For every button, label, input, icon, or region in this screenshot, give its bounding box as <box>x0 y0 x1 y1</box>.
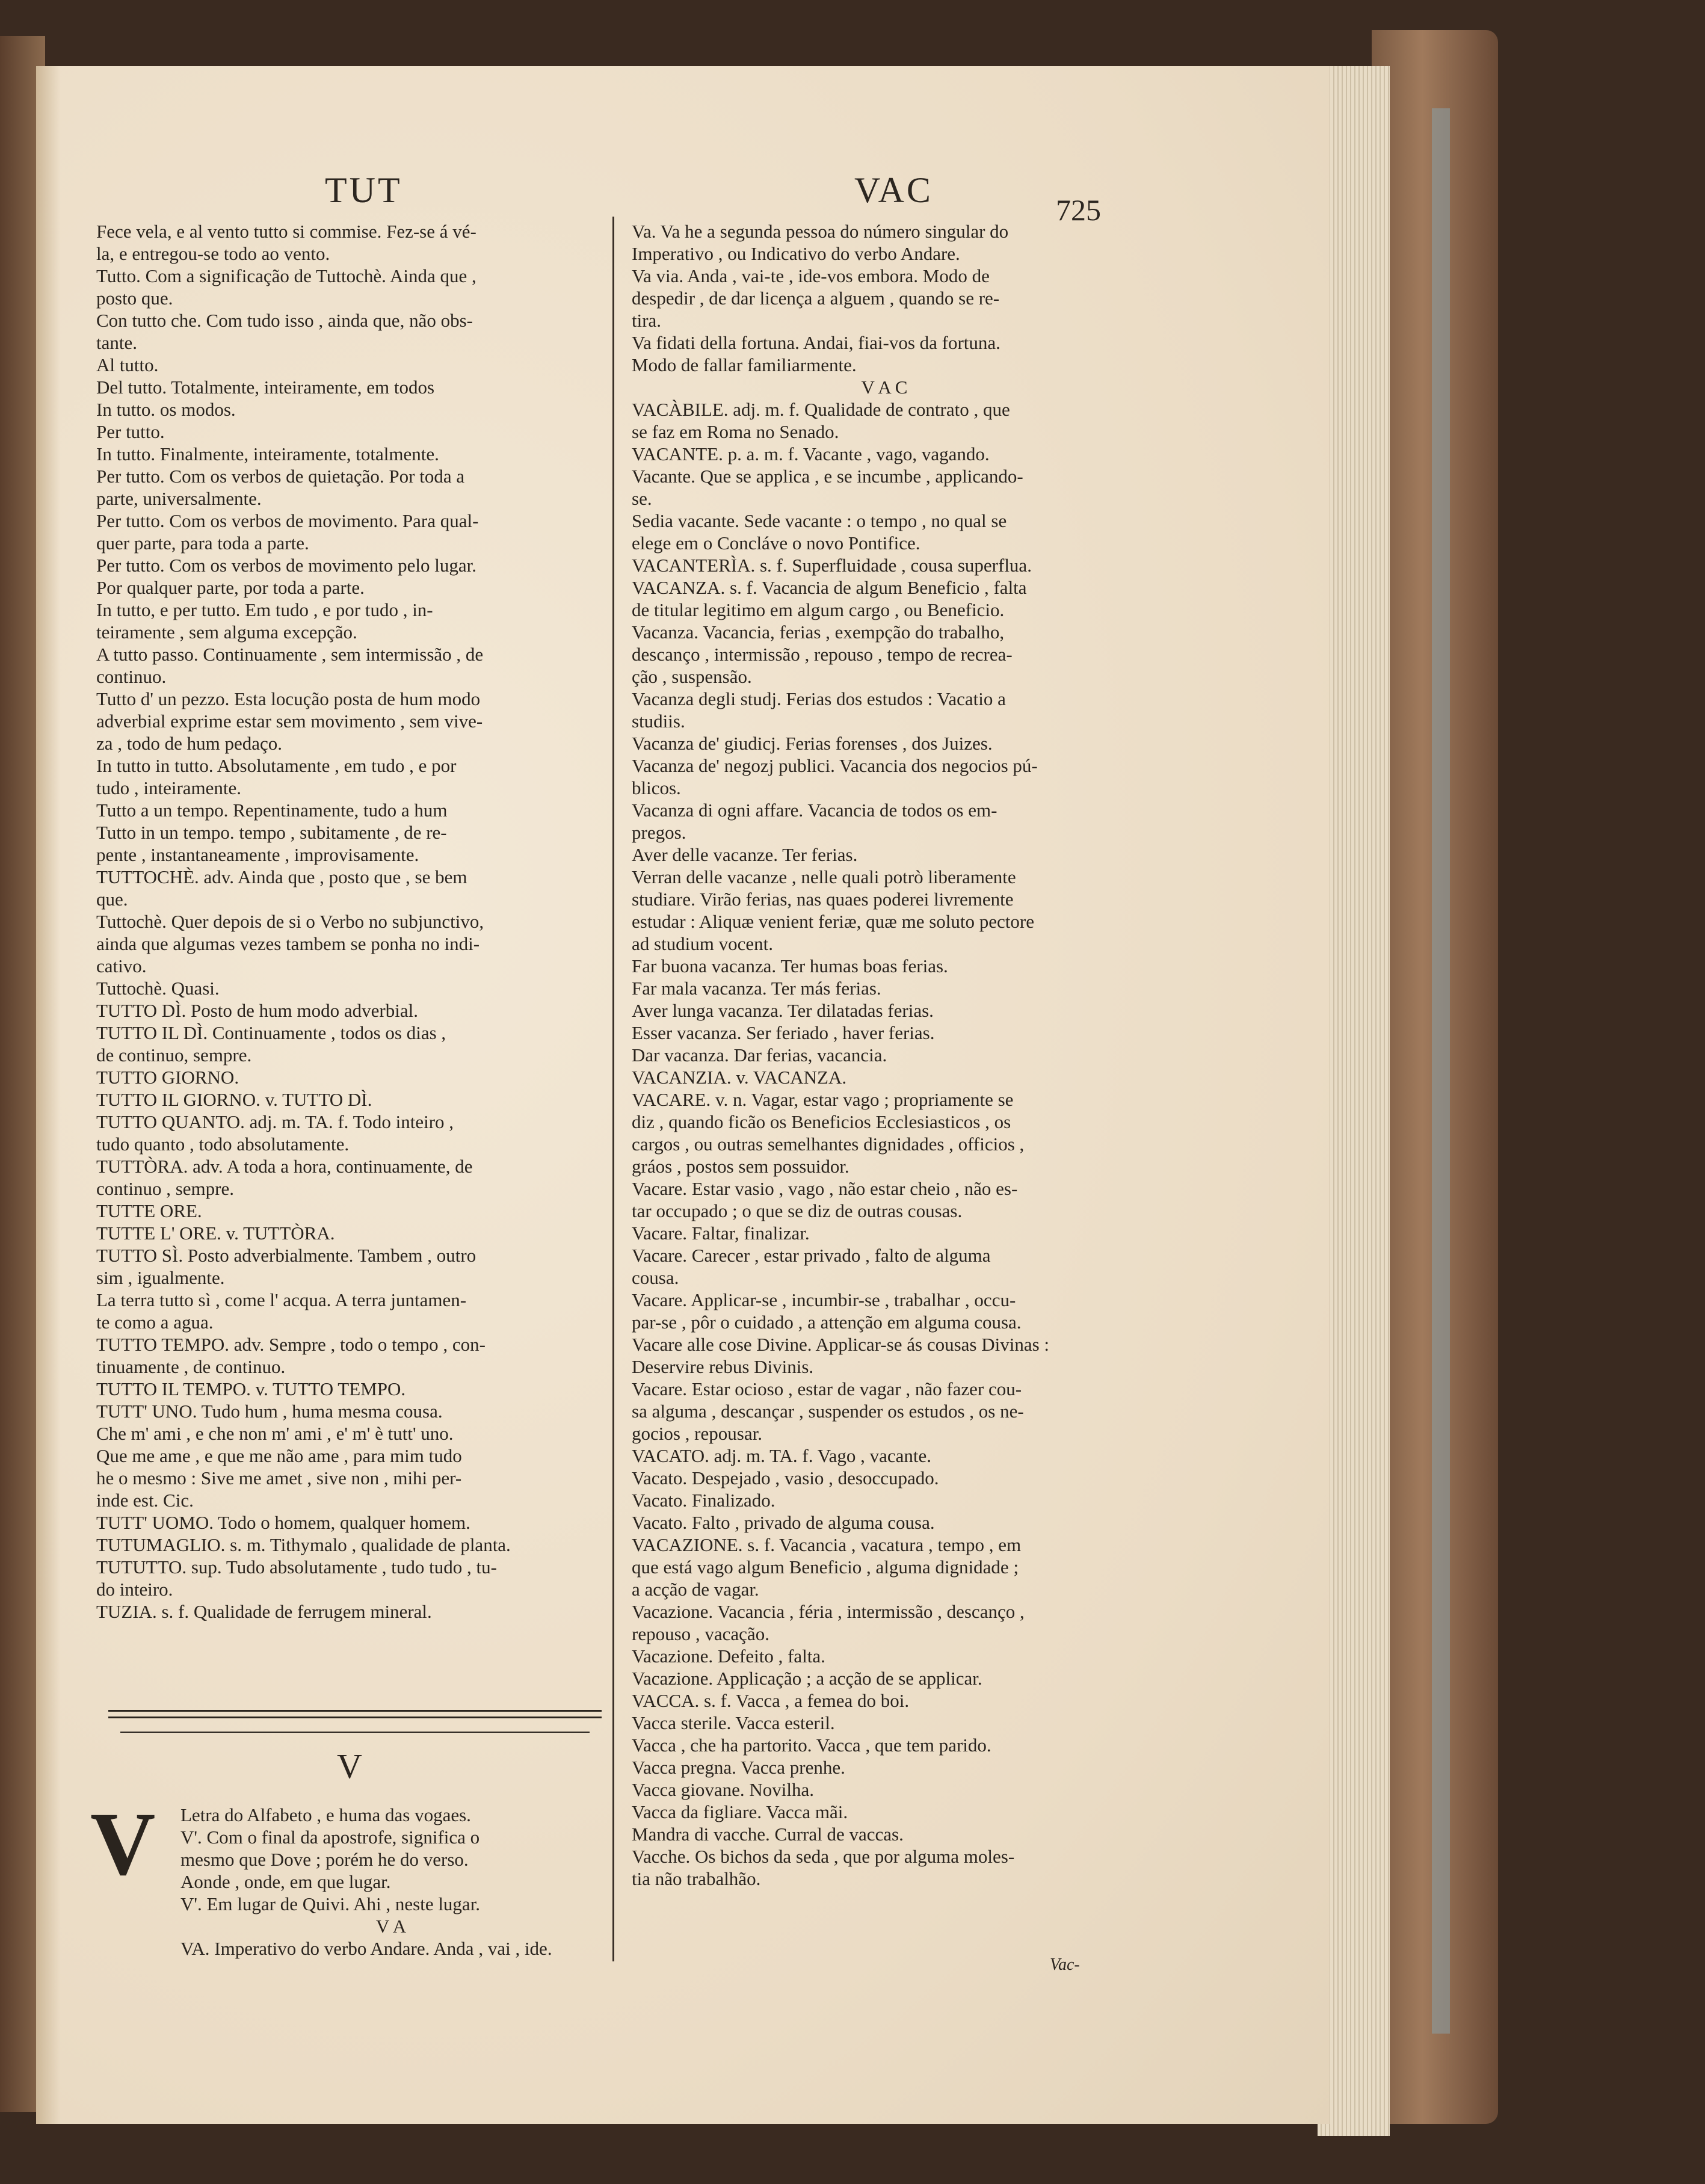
text-line: se faz em Roma no Senado. <box>632 421 839 442</box>
text-line: Letra do Alfabeto , e huma das vogaes. <box>180 1804 471 1825</box>
text-line: Vacanza de' giudicj. Ferias forenses , dos Juizes. <box>632 733 993 754</box>
text-line: tinuamente , de continuo. <box>96 1356 286 1377</box>
text-line: descanço , intermissão , repouso , tempo de recrea- <box>632 644 1013 665</box>
text-line: Vacca sterile. Vacca esteril. <box>632 1712 835 1733</box>
text-line: V A <box>375 1916 407 1937</box>
text-line: Imperativo , ou Indicativo do verbo Andare. <box>632 243 960 264</box>
text-line: V'. Em lugar de Quivi. Ahi , neste lugar. <box>180 1893 481 1914</box>
text-line: mesmo que Dove ; porém he do verso. <box>180 1849 469 1870</box>
text-line: Far mala vacanza. Ter más ferias. <box>632 978 881 999</box>
text-line: ção , suspensão. <box>632 666 752 687</box>
text-line: TUTTE ORE. <box>96 1200 202 1221</box>
text-line: TUTTÒRA. adv. A toda a hora, continuamente, de <box>96 1156 473 1177</box>
text-line: Che m' ami , e che non m' ami , e' m' è tutt' uno. <box>96 1423 454 1444</box>
text-line: diz , quando ficão os Beneficios Ecclesiasticos , os <box>632 1111 1011 1132</box>
text-line: Vacca , che ha partorito. Vacca , que tem parido. <box>632 1735 991 1756</box>
text-line: estudar : Aliquæ venient feriæ, quæ me soluto pectore <box>632 911 1034 932</box>
text-line: que está vago algum Beneficio , alguma dignidade ; <box>632 1556 1019 1578</box>
text-line: Tutto in un tempo. tempo , subitamente , de re- <box>96 822 447 843</box>
text-line: cargos , ou outras semelhantes dignidades , officios , <box>632 1134 1025 1155</box>
right-running-head: VAC <box>854 170 933 210</box>
text-line: VACÀBILE. adj. m. f. Qualidade de contrato , que <box>632 399 1010 420</box>
text-line: Tuttochè. Quer depois de si o Verbo no subjunctivo, <box>96 911 484 932</box>
text-line: TUZIA. s. f. Qualidade de ferrugem mineral. <box>96 1601 432 1622</box>
text-line: Per tutto. Com os verbos de movimento. Para qual- <box>96 510 479 531</box>
text-line: cativo. <box>96 955 147 976</box>
text-line: tudo quanto , todo absolutamente. <box>96 1134 350 1155</box>
text-line: TUTTO IL GIORNO. v. TUTTO DÌ. <box>96 1089 372 1110</box>
text-line: VACANZA. s. f. Vacancia de algum Beneficio , falta <box>632 577 1027 598</box>
text-line: Tutto d' un pezzo. Esta locução posta de hum modo <box>96 688 481 709</box>
text-line: La terra tutto sì , come l' acqua. A terra juntamen- <box>96 1289 467 1310</box>
text-line: tante. <box>96 332 137 353</box>
text-line: gocios , repousar. <box>632 1423 762 1444</box>
text-line: za , todo de hum pedaço. <box>96 733 283 754</box>
text-line: repouso , vacação. <box>632 1623 769 1644</box>
text-line: TUTT' UNO. Tudo hum , huma mesma cousa. <box>96 1401 443 1422</box>
text-line: gráos , postos sem possuidor. <box>632 1156 849 1177</box>
text-line: Vacanza. Vacancia, ferias , exempção do trabalho, <box>632 622 1005 643</box>
text-line: te como a agua. <box>96 1312 214 1333</box>
text-line: Tutto a un tempo. Repentinamente, tudo a hum <box>96 800 448 821</box>
text-line: VACCA. s. f. Vacca , a femea do boi. <box>632 1690 910 1711</box>
page-gutter <box>36 66 60 2124</box>
text-line: Aonde , onde, em que lugar. <box>180 1871 391 1892</box>
left-running-head: TUT <box>325 170 402 210</box>
text-line: Per tutto. <box>96 421 165 442</box>
text-line: Tutto. Com a significação de Tuttochè. Ainda que , <box>96 265 476 286</box>
text-line: TUTT' UOMO. Todo o homem, qualquer homem. <box>96 1512 470 1533</box>
text-line: Vacazione. Applicação ; a acção de se applicar. <box>632 1668 982 1689</box>
text-line: Vacca da figliare. Vacca mãi. <box>632 1801 848 1822</box>
drop-cap-letter: V <box>90 1794 156 1894</box>
text-line: A tutto passo. Continuamente , sem intermissão , de <box>96 644 484 665</box>
text-line: Vacca pregna. Vacca prenhe. <box>632 1757 845 1778</box>
section-letter: V <box>337 1747 362 1786</box>
text-line: VACAZIONE. s. f. Vacancia , vacatura , tempo , em <box>632 1534 1022 1555</box>
v-section <box>180 1804 602 1960</box>
text-line: Vacazione. Vacancia , féria , intermissão , descanço , <box>632 1601 1025 1622</box>
text-line: la, e entregou-se todo ao vento. <box>96 243 330 264</box>
text-line: VACANTERÌA. s. f. Superfluidade , cousa superflua. <box>632 555 1032 576</box>
text-line: tar occupado ; o que se diz de outras cousas. <box>632 1200 963 1221</box>
text-line: Vacazione. Defeito , falta. <box>632 1646 825 1667</box>
text-line: he o mesmo : Sive me amet , sive non , mihi per- <box>96 1467 462 1488</box>
text-line: TUTUTTO. sup. Tudo absolutamente , tudo tudo , tu- <box>96 1556 497 1578</box>
text-line: Va. Va he a segunda pessoa do número singular do <box>632 221 1009 242</box>
text-line: pente , instantaneamente , improvisamente. <box>96 844 419 865</box>
text-line: a acção de vagar. <box>632 1579 759 1600</box>
text-line: Vacato. Finalizado. <box>632 1490 775 1511</box>
text-line: tudo , inteiramente. <box>96 777 242 798</box>
text-line: Far buona vacanza. Ter humas boas ferias. <box>632 955 948 976</box>
text-line: sa alguma , descançar , suspender os estudos , os ne- <box>632 1401 1024 1422</box>
text-line: despedir , de dar licença a alguem , quando se re- <box>632 288 1000 309</box>
text-line: VACARE. v. n. Vagar, estar vago ; propriamente se <box>632 1089 1014 1110</box>
text-line: Deservire rebus Divinis. <box>632 1356 814 1377</box>
text-line: In tutto in tutto. Absolutamente , em tudo , e por <box>96 755 457 776</box>
text-line: tira. <box>632 310 662 331</box>
text-line: continuo , sempre. <box>96 1178 235 1199</box>
text-line: Con tutto che. Com tudo isso , ainda que, não obs- <box>96 310 473 331</box>
text-line: TUTTO SÌ. Posto adverbialmente. Tambem , outro <box>96 1245 476 1266</box>
text-line: Per tutto. Com os verbos de quietação. Por toda a <box>96 466 465 487</box>
text-line: Vacare. Faltar, finalizar. <box>632 1223 810 1244</box>
text-line: TUTTO IL DÌ. Continuamente , todos os dias , <box>96 1022 446 1043</box>
text-line: Vacche. Os bichos da seda , que por alguma moles- <box>632 1846 1015 1867</box>
text-line: Va via. Anda , vai-te , ide-vos embora. Modo de <box>632 265 990 286</box>
text-line: Verran delle vacanze , nelle quali potrò liberamente <box>632 866 1016 887</box>
text-line: TUTUMAGLIO. s. m. Tithymalo , qualidade de planta. <box>96 1534 511 1555</box>
text-line: TUTTE L' ORE. v. TUTTÒRA. <box>96 1223 335 1244</box>
text-line: TUTTO GIORNO. <box>96 1067 239 1088</box>
text-line: de titular legitimo em algum cargo , ou Beneficio. <box>632 599 1005 620</box>
text-line: posto que. <box>96 288 173 309</box>
text-line: Vacare. Estar ocioso , estar de vagar , não fazer cou- <box>632 1378 1022 1399</box>
text-line: do inteiro. <box>96 1579 173 1600</box>
text-line: TUTTO QUANTO. adj. m. TA. f. Todo inteiro , <box>96 1111 454 1132</box>
text-line: TUTTOCHÈ. adv. Ainda que , posto que , se bem <box>96 866 467 887</box>
text-line: tia não trabalhão. <box>632 1868 761 1889</box>
text-line: VACATO. adj. m. TA. f. Vago , vacante. <box>632 1445 932 1466</box>
text-line: Vacare alle cose Divine. Applicar-se ás cousas Divinas : <box>632 1334 1050 1355</box>
text-line: se. <box>632 488 652 509</box>
text-line: cousa. <box>632 1267 679 1288</box>
section-rule <box>108 1710 602 1718</box>
text-line: Vacante. Que se applica , e se incumbe , applicando- <box>632 466 1023 487</box>
text-line: VACANZIA. v. VACANZA. <box>632 1067 847 1088</box>
section-rule-thin <box>120 1732 590 1733</box>
text-line: par-se , pôr o cuidado , a attenção em alguma cousa. <box>632 1312 1022 1333</box>
text-line: studiare. Virão ferias, nas quaes poderei livremente <box>632 889 1014 910</box>
text-line: de continuo, sempre. <box>96 1044 252 1066</box>
text-line: Del tutto. Totalmente, inteiramente, em todos <box>96 377 435 398</box>
text-line: Va fidati della fortuna. Andai, fiai-vos da fortuna. <box>632 332 1000 353</box>
text-line: Por qualquer parte, por toda a parte. <box>96 577 365 598</box>
text-line: Vacanza degli studj. Ferias dos estudos : Vacatio a <box>632 688 1006 709</box>
left-column <box>96 220 608 1623</box>
text-line: V A C <box>861 377 908 398</box>
text-line: Vacanza di ogni affare. Vacancia de todos os em- <box>632 800 997 821</box>
text-line: quer parte, para toda a parte. <box>96 532 309 554</box>
text-line: VACANTE. p. a. m. f. Vacante , vago, vagando. <box>632 443 990 464</box>
text-line: Tuttochè. Quasi. <box>96 978 220 999</box>
text-line: Vacare. Estar vasio , vago , não estar cheio , não es- <box>632 1178 1018 1199</box>
text-line: VA. Imperativo do verbo Andare. Anda , vai , ide. <box>180 1938 552 1959</box>
text-line: Vacca giovane. Novilha. <box>632 1779 814 1800</box>
text-line: Dar vacanza. Dar ferias, vacancia. <box>632 1044 887 1066</box>
text-line: Que me ame , e que me não ame , para mim tudo <box>96 1445 462 1466</box>
text-line: parte, universalmente. <box>96 488 262 509</box>
text-line: In tutto, e per tutto. Em tudo , e por tudo , in- <box>96 599 433 620</box>
text-line: Fece vela, e al vento tutto si commise. Fez-se á vé- <box>96 221 476 242</box>
text-line: continuo. <box>96 666 167 687</box>
text-line: teiramente , sem alguma excepção. <box>96 622 357 643</box>
text-line: Al tutto. <box>96 354 159 375</box>
catchword: Vac- <box>1050 1955 1080 1974</box>
text-line: Aver lunga vacanza. Ter dilatadas ferias. <box>632 1000 934 1021</box>
text-line: Vacato. Falto , privado de alguma cousa. <box>632 1512 935 1533</box>
text-line: que. <box>96 889 128 910</box>
text-line: Vacato. Despejado , vasio , desoccupado. <box>632 1467 939 1488</box>
text-line: Mandra di vacche. Curral de vaccas. <box>632 1824 904 1845</box>
text-line: TUTTO TEMPO. adv. Sempre , todo o tempo , con- <box>96 1334 486 1355</box>
text-line: Vacanza de' negozj publici. Vacancia dos negocios pú- <box>632 755 1038 776</box>
text-line: In tutto. Finalmente, inteiramente, totalmente. <box>96 443 439 464</box>
text-line: Modo de fallar familiarmente. <box>632 354 857 375</box>
text-line: In tutto. os modos. <box>96 399 236 420</box>
text-line: pregos. <box>632 822 686 843</box>
text-line: blicos. <box>632 777 681 798</box>
right-column <box>632 220 1137 1890</box>
text-line: adverbial exprime estar sem movimento , sem vive- <box>96 711 483 732</box>
text-line: ainda que algumas vezes tambem se ponha no indi- <box>96 933 480 954</box>
column-divider <box>612 217 614 1961</box>
text-line: TUTTO IL TEMPO. v. TUTTO TEMPO. <box>96 1378 406 1399</box>
text-line: TUTTO DÌ. Posto de hum modo adverbial. <box>96 1000 418 1021</box>
text-line: inde est. Cic. <box>96 1490 194 1511</box>
cover-edge <box>1432 108 1450 2034</box>
text-line: elege em o Concláve o novo Pontifice. <box>632 532 920 554</box>
text-line: Per tutto. Com os verbos de movimento pelo lugar. <box>96 555 476 576</box>
text-line: Vacare. Carecer , estar privado , falto de alguma <box>632 1245 991 1266</box>
page-number: 725 <box>1056 193 1101 227</box>
text-line: Esser vacanza. Ser feriado , haver ferias. <box>632 1022 935 1043</box>
text-line: Vacare. Applicar-se , incumbir-se , trabalhar , occu- <box>632 1289 1016 1310</box>
text-line: Sedia vacante. Sede vacante : o tempo , no qual se <box>632 510 1007 531</box>
text-line: ad studium vocent. <box>632 933 774 954</box>
text-line: studiis. <box>632 711 685 732</box>
text-line: Aver delle vacanze. Ter ferias. <box>632 844 858 865</box>
text-line: V'. Com o final da apostrofe, significa o <box>180 1827 480 1848</box>
text-line: sim , igualmente. <box>96 1267 225 1288</box>
